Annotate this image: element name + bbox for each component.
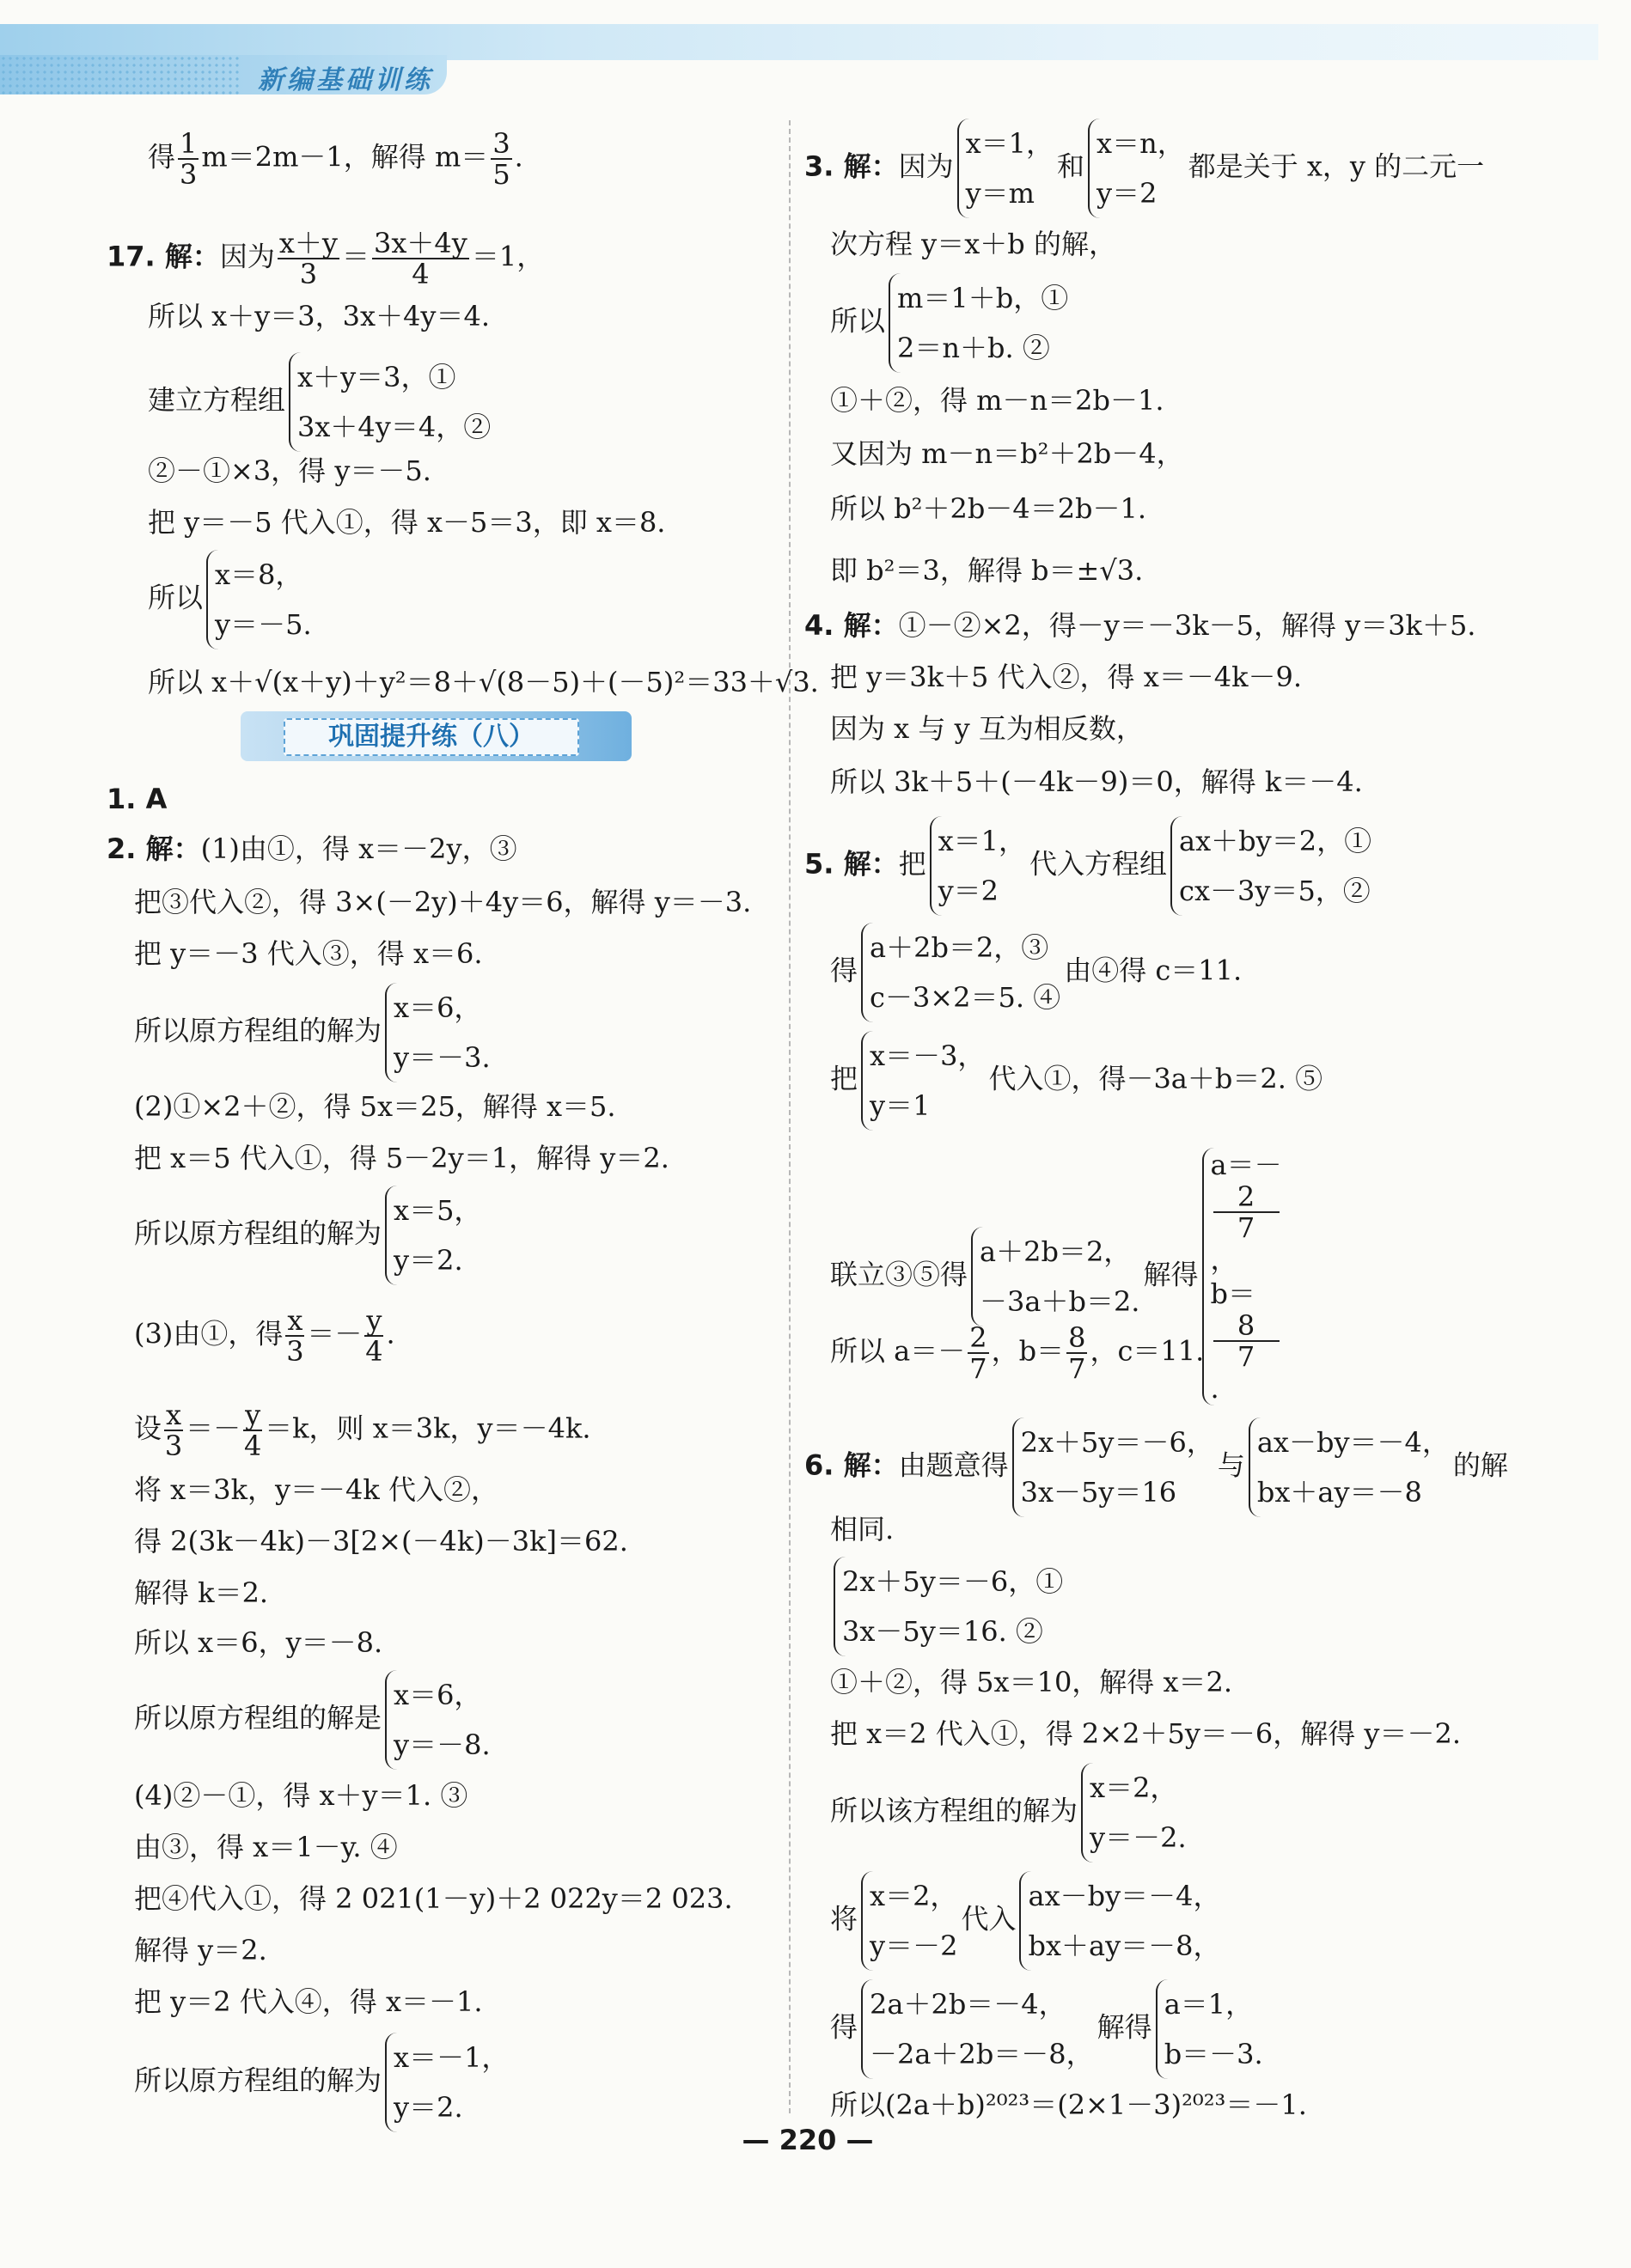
line: 所以 m＝1＋b，① 2＝n＋b. ② <box>830 273 1072 373</box>
page-number: — 220 — <box>742 2124 874 2156</box>
line: 次方程 y＝x＋b 的解， <box>830 228 1116 260</box>
line: (4)②－①，得 x＋y＝1. ③ <box>134 1779 468 1812</box>
equation-system: x＝6， y＝－8. <box>385 1670 491 1770</box>
equation-system: x＝－3， y＝1 <box>861 1031 985 1131</box>
line: 解得 y＝2. <box>134 1934 267 1966</box>
header-dot-pattern <box>0 55 241 94</box>
line: 把 x＝2 代入①，得 2×2＋5y＝－6，解得 y＝－2. <box>830 1717 1462 1750</box>
equation-system: x＝n， y＝2 <box>1088 119 1185 218</box>
line: 所以 x＋y＝3，3x＋4y＝4. <box>148 300 491 332</box>
line: 联立③⑤得 a＋2b＝2， －3a＋b＝2. 解得 a＝－ 2 7 ， b＝ 8 7 . <box>830 1149 1282 1405</box>
equation-system: x＝2， y＝－2 <box>861 1871 957 1971</box>
line: 把 y＝3k＋5 代入②，得 x＝－4k－9. <box>830 661 1303 693</box>
question-4: 4. 解：①－②×2，得－y＝－3k－5，解得 y＝3k＋5. <box>804 609 1476 642</box>
equation-system: 2a＋2b＝－4， －2a＋2b＝－8， <box>861 1979 1094 2079</box>
line: ①＋②，得 5x＝10，解得 x＝2. <box>830 1666 1233 1698</box>
equation-system: x＝8， y＝－5. <box>206 550 312 649</box>
equation-system: x＝5， y＝2. <box>385 1186 481 1285</box>
equation-system: 2x＋5y＝－6，① 3x－5y＝16. ② <box>834 1557 1063 1656</box>
equation-system: ax－by＝－4， bx＋ay＝－8， <box>1019 1871 1220 1971</box>
line: 把 y＝2 代入④，得 x＝－1. <box>134 1985 483 2018</box>
line: 将 x＝3k，y＝－4k 代入②， <box>134 1473 498 1506</box>
section-banner <box>241 711 632 761</box>
line: 所以 3k＋5＋(－4k－9)＝0，解得 k＝－4. <box>830 765 1363 798</box>
line: 所以 x＝6，y＝－8. <box>134 1626 383 1659</box>
line: 把 y＝－5 代入①，得 x－5＝3，即 x＝8. <box>148 506 666 539</box>
equation-system: a＝1， b＝－3. <box>1156 1979 1263 2079</box>
line: 相同. <box>830 1513 895 1546</box>
equation-system: x＝2， y＝－2. <box>1081 1763 1187 1863</box>
line: 所以(2a＋b)²⁰²³＝(2×1－3)²⁰²³＝－1. <box>830 2088 1307 2121</box>
equation-system: m＝1＋b，① 2＝n＋b. ② <box>889 273 1068 373</box>
line: 所以 b²＋2b－4＝2b－1. <box>830 492 1147 525</box>
question-6: 6. 解：由题意得 2x＋5y＝－6， 3x－5y＝16 与 ax－by＝－4， bx＋ay＝－8 的解 <box>804 1418 1508 1517</box>
equation-system: x＋y＝3，① 3x＋4y＝4，② <box>289 352 491 452</box>
question-2: 2. 解：(1)由①，得 x＝－2y，③ <box>107 832 517 865</box>
line: 由③，得 x＝1－y. ④ <box>134 1831 398 1863</box>
equation-system: a＋2b＝2，③ c－3×2＝5. ④ <box>861 923 1060 1022</box>
line <box>830 1557 1066 1656</box>
line: 把 x＝－3， y＝1 代入①，得－3a＋b＝2. ⑤ <box>830 1031 1323 1131</box>
line: (2)①×2＋②，得 5x＝25，解得 x＝5. <box>134 1090 616 1123</box>
equation-system: x＝－1， y＝2. <box>385 2033 509 2132</box>
line: 所以 x＋√(x＋y)＋y²＝8＋√(8－5)＋(－5)²＝33＋√3. <box>148 666 819 698</box>
line: 得 2(3k－4k)－3[2×(－4k)－3k]＝62. <box>134 1525 628 1558</box>
line: 即 b²＝3，解得 b＝±√3. <box>830 554 1144 587</box>
line: (3)由①，得 $\frac{x}{3}$ ＝－ $\frac{y}{4}$ . <box>134 1304 395 1368</box>
line: 得 2a＋2b＝－4， －2a＋2b＝－8， 解得 a＝1， b＝－3. <box>830 1979 1267 2079</box>
line: 因为 x 与 y 互为相反数， <box>830 712 1144 745</box>
equation-system: a＋2b＝2， －3a＋b＝2. <box>971 1227 1139 1326</box>
line: 解得 k＝2. <box>134 1576 269 1609</box>
equation-system: 2x＋5y＝－6， 3x－5y＝16 <box>1012 1418 1214 1517</box>
line: 所以原方程组的解为 x＝－1， y＝2. <box>134 2033 512 2132</box>
line: ②－①×3，得 y＝－5. <box>148 454 431 487</box>
line: 设 $\frac{x}{3}$ ＝－ $\frac{y}{4}$ ＝k，则 x＝3k，y＝－4k. <box>134 1399 591 1462</box>
line: ①＋②，得 m－n＝2b－1. <box>830 384 1164 417</box>
line: 又因为 m－n＝b²＋2b－4， <box>830 437 1184 470</box>
column-divider <box>789 120 791 2113</box>
line: 所以原方程组的解为 x＝6， y＝－3. <box>134 983 494 1082</box>
line: 建立方程组 x＋y＝3，① 3x＋4y＝4，② <box>148 352 494 452</box>
line: 所以原方程组的解为 x＝5， y＝2. <box>134 1186 485 1285</box>
line: 所以 x＝8， y＝－5. <box>148 550 315 649</box>
question-1: 1. A <box>107 783 168 815</box>
question-3: 3. 解：因为 x＝1， y＝m 和 x＝n， y＝2 都是关于 x，y 的二元一 <box>804 119 1484 218</box>
equation-system: x＝6， y＝－3. <box>385 983 491 1082</box>
section-title: 巩固提升练（八） <box>284 718 579 756</box>
equation-system: ax－by＝－4， bx＋ay＝－8 <box>1249 1418 1450 1517</box>
line: 把 x＝5 代入①，得 5－2y＝1，解得 y＝2. <box>134 1142 669 1174</box>
equation-system: x＝1， y＝m <box>957 119 1054 218</box>
line: 将 x＝2， y＝－2 代入 ax－by＝－4， bx＋ay＝－8， <box>830 1871 1225 1971</box>
line: 把④代入①，得 2 021(1－y)＋2 022y＝2 023. <box>134 1882 733 1915</box>
line: 把 y＝－3 代入③，得 x＝6. <box>134 937 483 970</box>
line: 把③代入②，得 3×(－2y)＋4y＝6，解得 y＝－3. <box>134 886 752 918</box>
line: 所以该方程组的解为 x＝2， y＝－2. <box>830 1763 1190 1863</box>
equation-system: x＝1， y＝2 <box>930 816 1026 916</box>
line: 所以原方程组的解是 x＝6， y＝－8. <box>134 1670 494 1770</box>
question-17: 17. 解：因为 $\frac{x+y}{3}$ ＝ $\frac{3x+4y}{4}$ ＝1， <box>107 227 545 290</box>
equation-system: ax＋by＝2，① cx－3y＝5，② <box>1170 816 1371 916</box>
page-header <box>0 0 1631 96</box>
equation-system: a＝－ 2 7 ， b＝ 8 7 . <box>1202 1148 1282 1405</box>
line: 得 $\frac{1}{3}$ m＝2m－1，解得 m＝ $\frac{3}{5}$ . <box>148 127 523 191</box>
line: 所以 a＝－ $\frac{2}{7}$ ，b＝ $\frac{8}{7}$ ，c＝11. <box>830 1321 1205 1385</box>
line: 得 a＋2b＝2，③ c－3×2＝5. ④ 由④得 c＝11. <box>830 923 1242 1022</box>
question-5: 5. 解：把 x＝1， y＝2 代入方程组 ax＋by＝2，① cx－3y＝5，② <box>804 816 1375 916</box>
series-title: 新编基础训练 <box>258 65 433 95</box>
